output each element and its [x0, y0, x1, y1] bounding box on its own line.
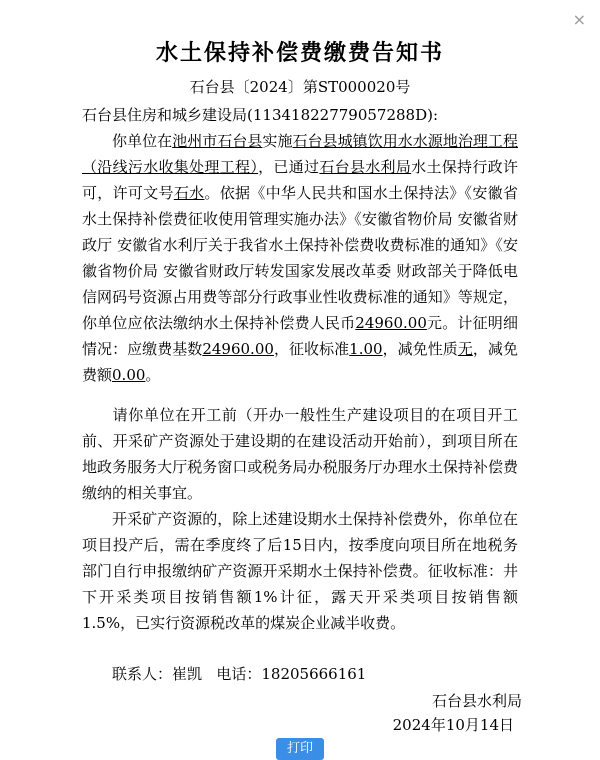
phone-number: 18205666161 — [261, 665, 367, 683]
p2-text: 请你单位在开工前（开办一般性生产建设项目的在项目开工前、开采矿产资源处于建设期的在建设活动开始前），到项目所在地政务服务大厅税务窗口或税务局办税服务厅办理水土保持补偿费缴纳的相关事宜。 — [82, 406, 518, 502]
p1-text-8: ，减免性质 — [382, 340, 458, 358]
p1-text-4: 水土保持行政许可，许可文号 — [82, 158, 518, 202]
paragraph-mining — [82, 506, 518, 636]
close-icon[interactable]: × — [572, 10, 586, 29]
project-location: 池州市石台县 — [172, 132, 263, 150]
p1-text-10: 。 — [145, 366, 161, 384]
exemption-type: 无 — [457, 340, 473, 358]
project-name: 石台县城镇饮用水水源地治理工程（沿线污水收集处理工程） — [82, 132, 518, 176]
contact-line — [112, 661, 366, 687]
fee-rate: 1.00 — [349, 340, 383, 358]
p1-text-3: ，已通过 — [258, 158, 320, 176]
signature-organization: 石台县水利局 — [431, 692, 522, 710]
exemption-amount: 0.00 — [112, 366, 146, 384]
phone-label: 电话： — [216, 665, 262, 683]
p1-text-1: 你单位在 — [112, 132, 173, 150]
fee-base: 24960.00 — [202, 340, 274, 358]
contact-name: 崔凯 — [172, 665, 203, 683]
contact-label: 联系人： — [112, 665, 173, 683]
p1-text-7: ，征收标准 — [273, 340, 350, 358]
p1-text-5: 。依据《中华人民共和国水土保持法》《安徽省水土保持补偿费征收使用管理实施办法》《安徽省物价局 安徽省财政厅 安徽省水利厅关于我省水土保持补偿费收费标准的通知》《安徽省物价局 安徽省财政厅转发国家发展改革委 财政部关于降低电信网码号资源占用费等部分行政事业性收费标准的通知》等规定，你单位应依法缴纳水土保持补偿费人民币 — [82, 184, 518, 332]
print-button[interactable]: 打印 — [276, 738, 324, 760]
fee-amount: 24960.00 — [355, 314, 427, 332]
signature-date: 2024年10月14日 — [392, 716, 514, 734]
page-title: 水土保持补偿费缴费告知书 — [155, 41, 444, 66]
p1-text-2: 实施 — [262, 132, 293, 150]
permit-number: 石水 — [173, 184, 205, 202]
p1-text-9: ，减免费额 — [82, 340, 518, 384]
document-number: 石台县〔2024〕第ST000020号 — [189, 78, 411, 96]
approving-authority: 石台县水利局 — [319, 158, 412, 176]
p1-text-6: 元。计征明细情况：应缴费基数 — [82, 314, 518, 358]
paragraph-payment — [82, 402, 518, 506]
p3-text: 开采矿产资源的，除上述建设期水土保持补偿费外，你单位在项目投产后，需在季度终了后15日内，按季度向项目所在地税务部门自行申报缴纳矿产资源开采期水土保持补偿费。征收标准：井下开采类项目按销售额1%计征，露天开采类项目按销售额1.5%，已实行资源税改革的煤炭企业减半收费。 — [82, 510, 518, 632]
recipient: 石台县住房和城乡建设局(11341822779057288D): — [82, 106, 439, 124]
paragraph-notice — [82, 128, 518, 388]
